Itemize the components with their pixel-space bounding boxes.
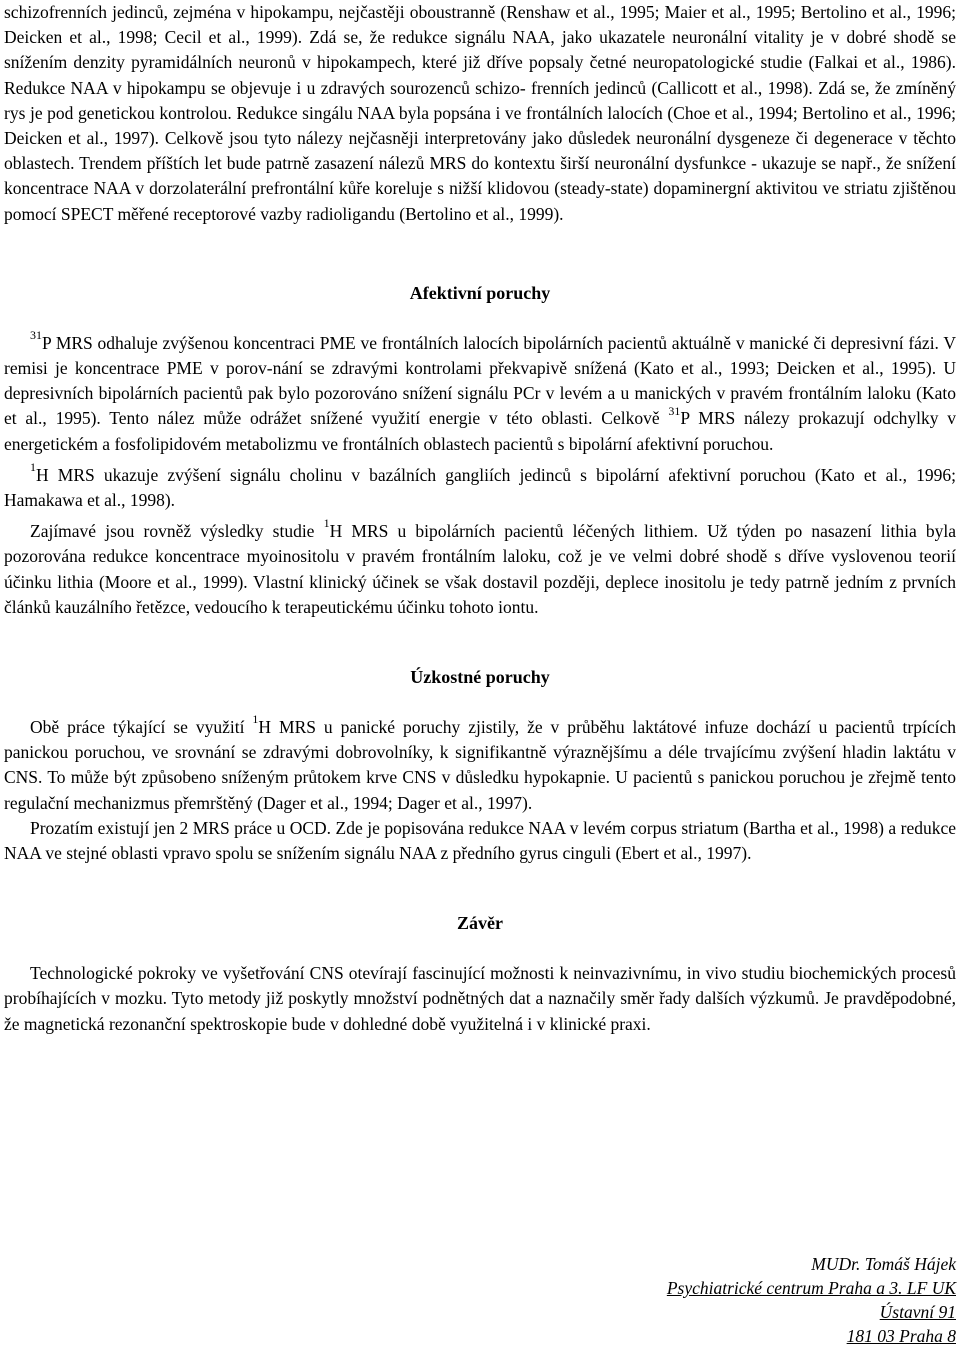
author-institution: Psychiatrické centrum Praha a 3. LF UK bbox=[666, 1278, 956, 1298]
afektivni-paragraph-3 bbox=[4, 516, 956, 620]
author-name: MUDr. Tomáš Hájek bbox=[811, 1254, 956, 1274]
heading-afektivni-poruchy: Afektivní poruchy bbox=[409, 282, 551, 303]
uzkostne-paragraph-2: Prozatím existují jen 2 MRS práce u OCD. Zde je popisována redukce NAA v levém corpus striatum (Bartha et al., 1998) a redukce NAA ve stejné oblasti vpravo spolu se snížením signálu NAA z předního gyrus cinguli (Ebert et al., 1997). bbox=[4, 817, 956, 864]
afektivni-p1-text-b: P MRS nálezy prokazují odchylky v energetickém a fosfolipidovém metabolizmu ve frontálních oblastech pacientů s bipolární afektivní poruchou. bbox=[4, 408, 956, 454]
heading-zaver: Závěr bbox=[457, 913, 503, 934]
afektivni-p3-text-a: Zajímavé jsou rovněž výsledky studie bbox=[30, 521, 324, 542]
author-street: Ústavní 91 bbox=[879, 1302, 956, 1322]
afektivni-paragraph-1 bbox=[4, 328, 956, 457]
afektivni-paragraph-2 bbox=[4, 460, 956, 513]
signature-block bbox=[667, 1252, 956, 1348]
document-page bbox=[4, 0, 956, 1037]
heading-uzkostne-poruchy: Úzkostné poruchy bbox=[410, 667, 550, 688]
uzkostne-p1-text-b: H MRS u panické poruchy zjistily, že v průběhu laktátové infuze dochází u pacientů trpících panickou poruchou, ve srovnání se zdravými dobrovolníky, k signifikantně výraznějšímu a déle trvajícímu zvýšení hladin laktátu v CNS. To může být způsobeno sníženým průtokem krve CNS v důsledku hypokapnie. U pacientů s panickou poruchou je zřejmě tento regulační mechanizmus přemrštěný (Dager et al., 1994; Dager et al., 1997). bbox=[4, 717, 956, 813]
uzkostne-p1-text-a: Obě práce týkající se využití bbox=[30, 717, 253, 738]
author-city: 181 03 Praha 8 bbox=[846, 1326, 956, 1346]
superscript-1: 1 bbox=[252, 712, 259, 727]
intro-paragraph: schizofrenních jedinců, zejména v hipokampu, nejčastěji oboustranně (Renshaw et al., 1995; Maier et al., 1995; Bertolino et al., 1996; Deicken et al., 1998; Cecil et al., 1999). Zdá se, že redukce signálu NAA, jako ukazatele neuronální vitality je v dobré shodě se snížením denzity pyramidálních neuronů v hipokampech, které již dříve popsaly četné neuropatologické studie (Falkai et al., 1986). Redukce NAA v hipokampu se objevuje i u zdravých sourozenců schizo- frenních jedinců (Callicott et al., 1998). Zdá se, že zmíněný rys je pod genetickou kontrolou. Redukce singálu NAA byla popsána i ve frontálních lalocích (Choe et al., 1994; Bertolino et al., 1996; Deicken et al., 1997). Celkově jsou tyto nálezy nejčasněji interpretovány jako důsledek neuronální dysgeneze či degenerace v těchto oblastech. Trendem příštích let bude patrně zasazení nálezů MRS do kontextu širší neuronální dysfunkce - ukazuje se např., že snížení koncentrace NAA v dorzolaterální prefrontální kůře koreluje s nižší klidovou (steady-state) dopaminergní aktivitou ve striatu zjištěnou pomocí SPECT měřené receptorové vazby radioligandu (Bertolino et al., 1999). bbox=[4, 2, 956, 224]
afektivni-p1-text-a: P MRS odhaluje zvýšenou koncentraci PME ve frontálních lalocích bipolárních pacientů aktuálně v manické či depresivní fázi. V remisi je koncentrace PME v porov-nání se zdravými kontrolami překvapivě snížená (Kato et al., 1993; Deicken et al., 1995). U depresivních bipolárních pacientů pak bylo pozorováno snížení signálu PCr v levém a u manických v pravém frontálním laloku (Kato et al., 1995). Tento nález může odrážet snížené využití energie v této oblasti. Celkově bbox=[4, 332, 956, 429]
afektivni-p2-text: H MRS ukazuje zvýšení signálu cholinu v bazálních gangliích jedinců s bipolární afektivní poruchou (Kato et al., 1996; Hamakawa et al., 1998). bbox=[4, 464, 956, 511]
superscript-31: 31 bbox=[30, 328, 42, 342]
superscript-31: 31 bbox=[668, 403, 681, 418]
superscript-1: 1 bbox=[30, 460, 36, 475]
zaver-paragraph: Technologické pokroky ve vyšetřování CNS otevírají fascinující možnosti k neinvazivnímu, in vivo studiu biochemických procesů probíhajících v mozku. Tyto metody již poskytly množství podnětných dat a naznačily směr řady dalších výzkumů. Je pravděpodobné, že magnetická rezonanční spektroskopie bude v dohledné době využitelná i v klinické praxi. bbox=[4, 963, 956, 1034]
uzkostne-paragraph-1 bbox=[4, 712, 956, 816]
superscript-1: 1 bbox=[323, 516, 330, 531]
afektivni-p3-text-b: H MRS u bipolárních pacientů léčených lithiem. Už týden po nasazení lithia byla pozorována redukce koncentrace myoinositolu v pravém frontálním laloku, což je ve velmi dobré shodě s dříve vyslovenou teorií účinku lithia (Moore et al., 1999). Vlastní klinický účinek se však dostavil později, deplece inositolu je tedy patrně jedním z prvních článků kauzálního řetězce, vedoucího k terapeutickému účinku tohoto iontu. bbox=[4, 521, 956, 617]
